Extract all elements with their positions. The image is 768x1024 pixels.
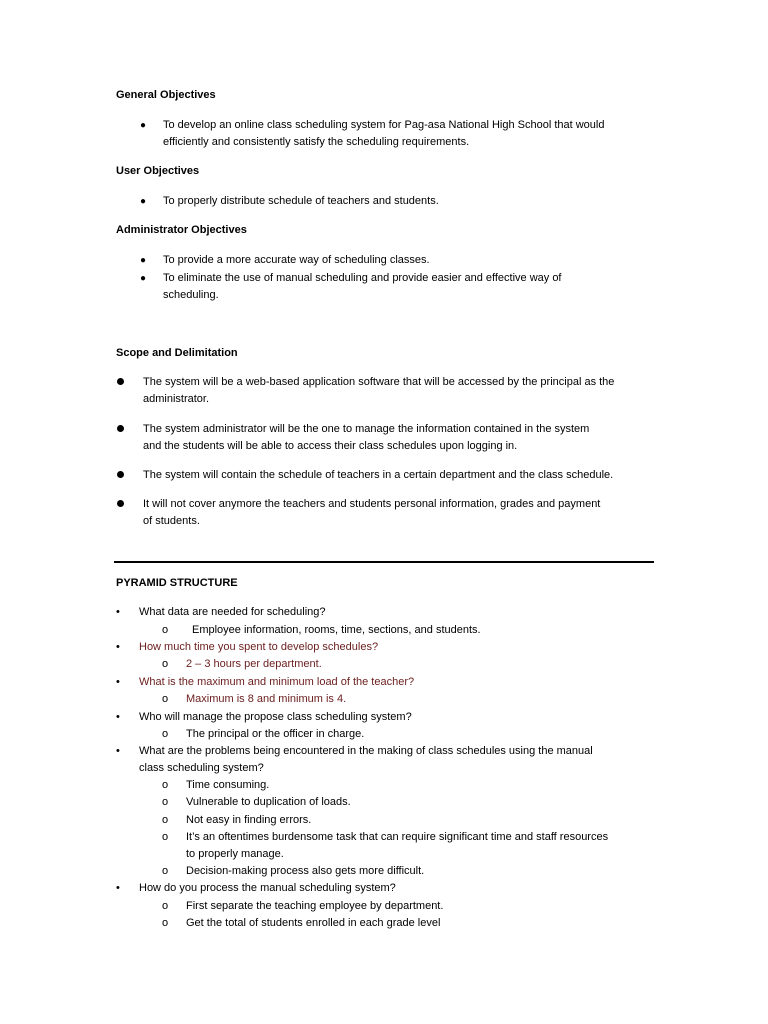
pyramid-question: What is the maximum and minimum load of the teacher? <box>139 676 415 688</box>
general-objectives-heading: General Objectives <box>116 89 216 101</box>
pyramid-answer: Get the total of students enrolled in each grade level <box>186 917 441 929</box>
sub-bullet: o <box>162 693 169 705</box>
pyramid-question: What data are needed for scheduling? <box>139 606 326 618</box>
scope-item: of students. <box>143 515 200 527</box>
pyramid-question: What are the problems being encountered in the making of class schedules using the manual <box>139 745 593 757</box>
scope-item: and the students will be able to access their class schedules upon logging in. <box>143 440 518 452</box>
sub-bullet: o <box>162 796 169 808</box>
pyramid-answer: to properly manage. <box>186 848 284 860</box>
bullet: • <box>116 745 120 757</box>
bullet <box>117 471 124 478</box>
bullet: • <box>116 641 120 653</box>
bullet <box>117 425 124 432</box>
bullet: • <box>116 676 120 688</box>
bullet <box>117 500 124 507</box>
sub-bullet: o <box>162 779 169 791</box>
sub-bullet: o <box>162 728 169 740</box>
pyramid-question: class scheduling system? <box>139 762 264 774</box>
user-objective-item: To properly distribute schedule of teachers and students. <box>163 195 439 207</box>
sub-bullet: o <box>162 814 169 826</box>
pyramid-answer: Maximum is 8 and minimum is 4. <box>186 693 347 705</box>
sub-bullet: o <box>162 917 169 929</box>
pyramid-question: How much time you spent to develop schedules? <box>139 641 379 653</box>
pyramid-answer: It’s an oftentimes burdensome task that can require significant time and staff resources <box>186 831 609 843</box>
pyramid-answer: Employee information, rooms, time, sections, and students. <box>192 624 481 636</box>
pyramid-answer: Vulnerable to duplication of loads. <box>186 796 351 808</box>
pyramid-answer: 2 – 3 hours per department. <box>186 658 322 670</box>
administrator-objectives-heading: Administrator Objectives <box>116 224 247 236</box>
bullet: • <box>116 711 120 723</box>
bullet: ● <box>140 255 147 266</box>
pyramid-answer: First separate the teaching employee by department. <box>186 900 444 912</box>
pyramid-answer: The principal or the officer in charge. <box>186 728 365 740</box>
sub-bullet: o <box>162 865 169 877</box>
user-objectives-heading: User Objectives <box>116 165 200 177</box>
sub-bullet: o <box>162 900 169 912</box>
pyramid-answer: Time consuming. <box>186 779 270 791</box>
general-objective-line: To develop an online class scheduling system for Pag-asa National High School that would <box>163 119 605 131</box>
admin-objective-item: scheduling. <box>163 289 219 301</box>
general-objective-line: efficiently and consistently satisfy the scheduling requirements. <box>163 136 470 148</box>
admin-objective-item: To provide a more accurate way of scheduling classes. <box>163 254 430 266</box>
bullet: ● <box>140 273 147 284</box>
scope-item: administrator. <box>143 393 210 405</box>
bullet: • <box>116 882 120 894</box>
pyramid-question: Who will manage the propose class scheduling system? <box>139 711 412 723</box>
admin-objective-item: To eliminate the use of manual scheduling and provide easier and effective way of <box>163 272 562 284</box>
scope-heading: Scope and Delimitation <box>116 347 238 359</box>
pyramid-answer: Not easy in finding errors. <box>186 814 312 826</box>
scope-item: The system will be a web-based application software that will be accessed by the principal as the <box>143 376 615 388</box>
pyramid-heading: PYRAMID STRUCTURE <box>116 577 238 589</box>
pyramid-question: How do you process the manual scheduling system? <box>139 882 396 894</box>
scope-item: The system will contain the schedule of teachers in a certain department and the class schedule. <box>143 469 614 481</box>
scope-item: It will not cover anymore the teachers and students personal information, grades and payment <box>143 498 601 510</box>
sub-bullet: o <box>162 831 169 843</box>
bullet: • <box>116 606 120 618</box>
sub-bullet: o <box>162 658 169 670</box>
scope-item: The system administrator will be the one to manage the information contained in the system <box>143 423 590 435</box>
bullet <box>117 378 124 385</box>
bullet: ● <box>140 196 147 207</box>
sub-bullet: o <box>162 624 169 636</box>
section-divider <box>114 561 654 563</box>
pyramid-answer: Decision-making process also gets more difficult. <box>186 865 425 877</box>
bullet: ● <box>140 120 147 131</box>
